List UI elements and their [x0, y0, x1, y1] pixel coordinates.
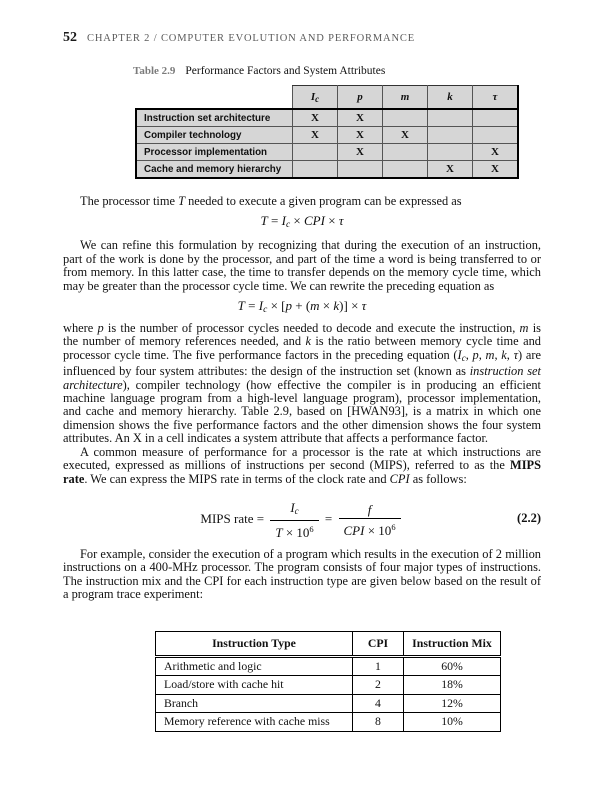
cell: X: [293, 127, 338, 144]
cell: [428, 127, 473, 144]
cell: [293, 161, 338, 179]
table-row: [156, 713, 501, 732]
instruction-type-cell: Load/store with cache hit: [156, 676, 353, 695]
cell: [338, 161, 383, 179]
cell: [473, 127, 519, 144]
col-header-instruction-mix: Instruction Mix: [404, 631, 501, 656]
cell: [428, 144, 473, 161]
fraction-denominator: CPI × $10^6$: [343, 521, 396, 538]
mix-cell: 12%: [404, 694, 501, 713]
page-number: 52: [63, 30, 77, 45]
cell: [383, 144, 428, 161]
col-header-m: m: [383, 86, 428, 110]
table-row: [136, 144, 518, 161]
cpi-cell: 4: [353, 694, 404, 713]
table-2-9-caption: [133, 65, 541, 77]
running-head: [63, 30, 541, 46]
table-row: [136, 109, 518, 127]
cell: X: [338, 109, 383, 127]
fraction-numerator: Ic: [270, 499, 318, 521]
cell: X: [338, 144, 383, 161]
mips-rate-lead: MIPS rate =: [200, 510, 268, 526]
table-header-row: [156, 631, 501, 656]
instruction-mix-table: [155, 631, 501, 732]
fraction-numerator: f: [339, 501, 401, 519]
table-header-row: [136, 86, 518, 110]
cell: [473, 109, 519, 127]
chapter-title: CHAPTER 2 / COMPUTER EVOLUTION AND PERFORMANCE: [87, 33, 415, 44]
cpi-cell: 1: [353, 656, 404, 676]
cell: [428, 109, 473, 127]
table-row: [156, 656, 501, 676]
col-header-Ic: Ic: [293, 86, 338, 110]
row-label: Instruction set architecture: [136, 109, 293, 127]
empty-corner-cell: [136, 86, 293, 110]
paragraph-example: For example, consider the execution of a program which results in the execution of 2 million instructions on a 400-MHz processor. The program consists of four major types of instructions. The instruction mix and the CPI for each instruction type are given below based on the result of a program trace experiment:: [63, 546, 541, 602]
instruction-type-cell: Memory reference with cache miss: [156, 713, 353, 732]
instruction-type-cell: Arithmetic and logic: [156, 656, 353, 676]
fraction-ic-over-t: [270, 499, 318, 541]
table-row: [156, 676, 501, 695]
cell: X: [338, 127, 383, 144]
fraction-f-over-cpi: [339, 501, 401, 539]
cell: X: [473, 144, 519, 161]
cell: [293, 144, 338, 161]
mips-rate-equals: =: [321, 510, 336, 526]
table-row: [156, 694, 501, 713]
performance-factors-table: [135, 85, 519, 179]
col-header-p: p: [338, 86, 383, 110]
instruction-type-cell: Branch: [156, 694, 353, 713]
paragraph-processor-time: The processor time T needed to execute a given program can be expressed as: [80, 194, 462, 208]
cell: X: [428, 161, 473, 179]
paragraph-where-p: where p is the number of processor cycles needed to decode and execute the instruction, m is the number of memory references needed, and k is the ratio between memory cycle time and processor cycle time. The five performance factors in the preceding equation (Ic, p, m, k, τ) are influenced by four system attributes: the design of the instruction set (known as instruction set architecture), compiler technology (how effective the compiler is in producing an efficient machine language program from a high-level language program), processor implementation, and cache and memory hierarchy. Table 2.9, based on [HWAN93], is a matrix in which one dimension shows the five performance factors and the other dimension shows the four system attributes. An X in a cell indicates a system attribute that affects a performance factor.: [63, 321, 542, 446]
col-header-tau: τ: [473, 86, 519, 110]
equation-processor-time: T = Ic × CPI × τ: [260, 213, 344, 231]
col-header-k: k: [428, 86, 473, 110]
mix-cell: 10%: [404, 713, 501, 732]
table-row: [136, 161, 518, 179]
cpi-cell: 8: [353, 713, 404, 732]
mix-cell: 18%: [404, 676, 501, 695]
cpi-cell: 2: [353, 676, 404, 695]
col-header-cpi: CPI: [353, 631, 404, 656]
row-label: Processor implementation: [136, 144, 293, 161]
cell: X: [383, 127, 428, 144]
col-header-instruction-type: Instruction Type: [156, 631, 353, 656]
equation-mips-rate: [63, 499, 541, 541]
mix-cell: 60%: [404, 656, 501, 676]
equation-refined-time: T = Ic × [p + (m × k)] × τ: [237, 298, 367, 316]
row-label: Compiler technology: [136, 127, 293, 144]
table-2-9-caption-text: Performance Factors and System Attributes: [185, 65, 386, 77]
table-2-9-caption-label: Table 2.9: [133, 65, 176, 77]
row-label: Cache and memory hierarchy: [136, 161, 293, 179]
cell: X: [293, 109, 338, 127]
cell: [383, 161, 428, 179]
equation-number: (2.2): [517, 510, 541, 525]
table-row: [136, 127, 518, 144]
paragraph-mips-measure: A common measure of performance for a processor is the rate at which instructions are executed, expressed as millions of instructions per second (MIPS), referred to as the MIPS rate. We can express the MIPS rate in terms of the clock rate and CPI as follows:: [63, 444, 541, 486]
fraction-denominator: $T \times 10^6$: [275, 523, 314, 540]
paragraph-refine-formulation: We can refine this formulation by recognizing that during the execution of an instruction, part of the work is done by the processor, and part of the time a word is being transferred to or from memory. In this latter case, the time to transfer depends on the memory cycle time, which may be greater than the processor cycle time. We can rewrite the preceding equation as: [63, 238, 541, 293]
cell: X: [473, 161, 519, 179]
cell: [383, 109, 428, 127]
